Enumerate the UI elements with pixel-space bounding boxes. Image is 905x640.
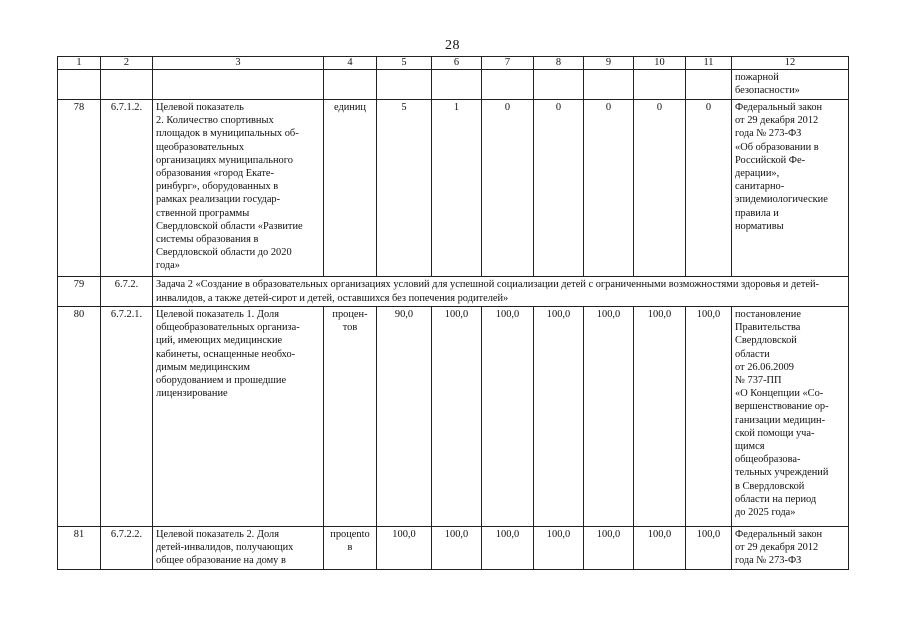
value-8: 0 (534, 100, 584, 277)
column-header: 12 (732, 57, 849, 70)
table-row (58, 100, 849, 277)
column-header: 1 (58, 57, 101, 70)
row-number: 79 (58, 277, 101, 307)
unit: процен- тов (324, 307, 377, 527)
indicator-name: Целевой показатель 2. Доля детей-инвалидов, получающих общее образование на дому в (153, 527, 324, 570)
task-title: Задача 2 «Создание в образовательных организациях условий для успешной социализации детей с ограниченными возможностями здоровья и детей-инвалидов, а также детей-сирот и детей, оставшихся без попечения родителей» (153, 277, 849, 307)
value-11: 100,0 (686, 307, 732, 527)
table-row (58, 70, 849, 100)
value-9: 100,0 (584, 527, 634, 570)
value-5: 90,0 (377, 307, 432, 527)
indicator-name: Целевой показатель 1. Доля общеобразовательных организа- ций, имеющих медицинские кабинеты, оснащенные необхо- димым медицинским оборудованием и прошедшие лицензирование (153, 307, 324, 527)
legal-basis: постановление Правительства Свердловской области от 26.06.2009 № 737-ПП «О Концепции «Со- вершенствование ор- ганизации медицин- ской помощи уча- щимся общеобразова- тельных учреждений в Свердловской области на период до 2025 года» (732, 307, 849, 527)
unit (324, 70, 377, 100)
indicators-table (57, 56, 849, 570)
value-6 (432, 70, 482, 100)
value-7 (482, 70, 534, 100)
row-code: 6.7.2. (101, 277, 153, 307)
column-header: 10 (634, 57, 686, 70)
value-7: 0 (482, 100, 534, 277)
column-header: 3 (153, 57, 324, 70)
row-number: 78 (58, 100, 101, 277)
unit: единиц (324, 100, 377, 277)
value-10: 100,0 (634, 307, 686, 527)
row-code: 6.7.2.2. (101, 527, 153, 570)
column-header: 9 (584, 57, 634, 70)
value-6: 100,0 (432, 527, 482, 570)
value-8: 100,0 (534, 527, 584, 570)
legal-basis: Федеральный закон от 29 декабря 2012 года № 273-ФЗ «Об образовании в Российской Фе- дерации», санитарно- эпидемиологические правила и нормативы (732, 100, 849, 277)
value-7: 100,0 (482, 307, 534, 527)
value-5: 100,0 (377, 527, 432, 570)
value-10 (634, 70, 686, 100)
row-code (101, 70, 153, 100)
value-6: 100,0 (432, 307, 482, 527)
unit: процento в (324, 527, 377, 570)
value-11: 100,0 (686, 527, 732, 570)
value-9: 0 (584, 100, 634, 277)
value-10: 100,0 (634, 527, 686, 570)
row-code: 6.7.1.2. (101, 100, 153, 277)
row-number (58, 70, 101, 100)
column-number-row (58, 57, 849, 70)
value-10: 0 (634, 100, 686, 277)
table-row (58, 527, 849, 570)
page-number: 28 (445, 38, 460, 53)
value-6: 1 (432, 100, 482, 277)
column-header: 5 (377, 57, 432, 70)
indicator-name: Целевой показатель 2. Количество спортивных площадок в муниципальных об- щеобразовательных организациях муниципального образования «город Екате- ринбург», оборудованных в рамках реализации государ- ственной программы Свердловской области «Развитие системы образования в Свердловской области до 2020 года» (153, 100, 324, 277)
indicator-name (153, 70, 324, 100)
column-header: 7 (482, 57, 534, 70)
legal-basis: Федеральный закон от 29 декабря 2012 года № 273-ФЗ (732, 527, 849, 570)
row-code: 6.7.2.1. (101, 307, 153, 527)
column-header: 4 (324, 57, 377, 70)
value-8 (534, 70, 584, 100)
column-header: 2 (101, 57, 153, 70)
column-header: 6 (432, 57, 482, 70)
table-row (58, 307, 849, 527)
value-9: 100,0 (584, 307, 634, 527)
value-5: 5 (377, 100, 432, 277)
value-7: 100,0 (482, 527, 534, 570)
column-header: 11 (686, 57, 732, 70)
row-number: 81 (58, 527, 101, 570)
value-11: 0 (686, 100, 732, 277)
value-11 (686, 70, 732, 100)
value-9 (584, 70, 634, 100)
legal-basis: пожарной безопасности» (732, 70, 849, 100)
value-8: 100,0 (534, 307, 584, 527)
row-number: 80 (58, 307, 101, 527)
column-header: 8 (534, 57, 584, 70)
task-row (58, 277, 849, 307)
value-5 (377, 70, 432, 100)
